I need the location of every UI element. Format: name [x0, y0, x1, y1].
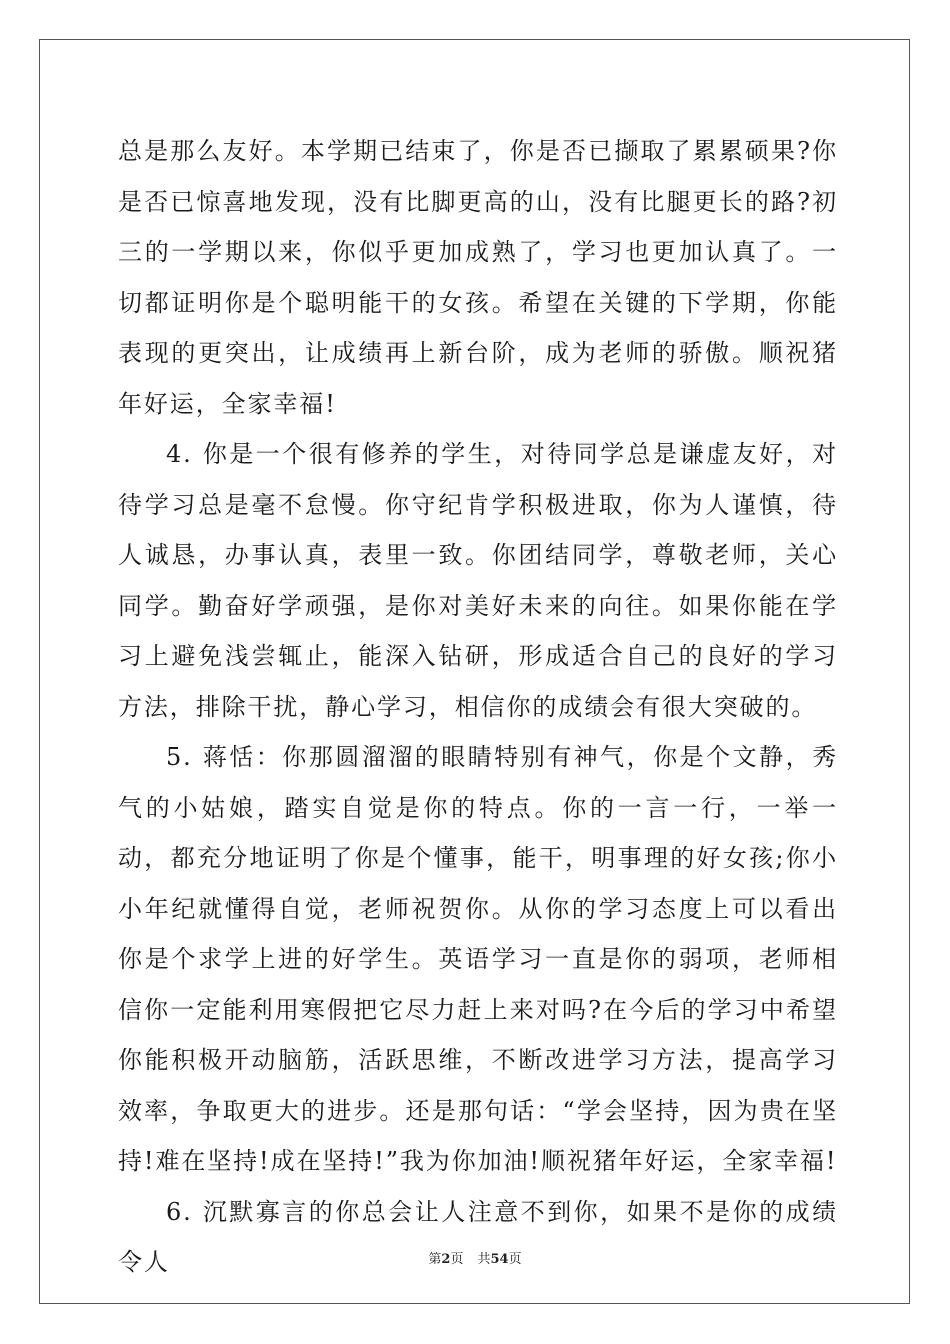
paragraph-item-6: 6. 沉默寡言的你总会让人注意不到你，如果不是你的成绩令人	[118, 1197, 838, 1276]
page-footer	[0, 1248, 950, 1267]
total-suffix: 页	[508, 1252, 522, 1267]
total-pages: 54	[490, 1252, 509, 1267]
document-body	[118, 126, 838, 1288]
paragraph-item-5: 5. 蒋恬：你那圆溜溜的眼睛特别有神气，你是个文静，秀气的小姑娘，踏实自觉是你的特点。你的一言一行，一举一动，都充分地证明了你是个懂事，能干，明事理的好女孩;你小小年纪就懂得自觉，老师祝贺你。从你的学习态度上可以看出你是个求学上进的好学生。英语学习一直是你的弱项，老师相信你一定能利用寒假把它尽力赶上来对吗?在今后的学习中希望你能积极开动脑筋，活跃思维，不断改进学习方法，提高学习效率，争取更大的进步。还是那句话：“学会坚持，因为贵在坚持!难在坚持!成在坚持!”我为你加油!顺祝猪年好运，全家幸福!	[118, 743, 838, 1175]
paragraph-continuation: 总是那么友好。本学期已结束了，你是否已撷取了累累硕果?你是否已惊喜地发现，没有比脚更高的山，没有比腿更长的路?初三的一学期以来，你似乎更加成熟了，学习也更加认真了。一切都证明你是个聪明能干的女孩。希望在关键的下学期，你能表现的更突出，让成绩再上新台阶，成为老师的骄傲。顺祝猪年好运，全家幸福!	[118, 137, 838, 418]
paragraph-item-4: 4. 你是一个很有修养的学生，对待同学总是谦虚友好，对待学习总是毫不怠慢。你守纪肯学积极进取，你为人谨慎，待人诚恳，办事认真，表里一致。你团结同学，尊敬老师，关心同学。勤奋好学顽强，是你对美好未来的向往。如果你能在学习上避免浅尝辄止，能深入钻研，形成适合自己的良好的学习方法，排除干扰，静心学习，相信你的成绩会有很大突破的。	[118, 440, 838, 721]
page-prefix: 第	[428, 1252, 442, 1267]
total-prefix: 共	[477, 1252, 491, 1267]
page-number: 2	[441, 1252, 451, 1267]
page-suffix: 页	[450, 1252, 464, 1267]
